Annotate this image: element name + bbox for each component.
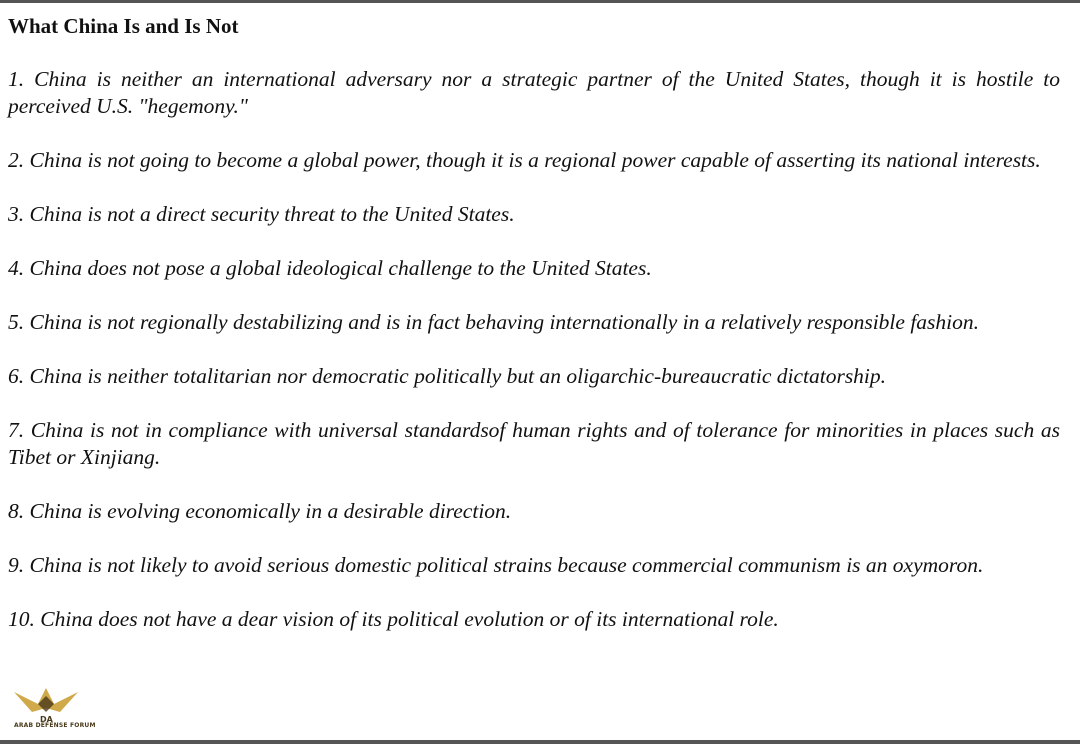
statement-item-1: 1. China is neither an international adversary nor a strategic partner of the United States, though it is hostile to perceived U.S. "hegemony." bbox=[8, 67, 1060, 118]
statement-item-8: 8. China is evolving economically in a desirable direction. bbox=[8, 499, 512, 523]
statement-item-9: 9. China is not likely to avoid serious domestic political strains because commercial communism is an oxymoron. bbox=[8, 553, 984, 577]
statement-item-5: 5. China is not regionally destabilizing and is in fact behaving internationally in a relatively responsible fashion. bbox=[8, 310, 980, 334]
statement-item-10: 10. China does not have a dear vision of its political evolution or of its international role. bbox=[8, 607, 779, 631]
document-page bbox=[8, 12, 1060, 660]
statement-item-4: 4. China does not pose a global ideological challenge to the United States. bbox=[8, 256, 652, 280]
statement-item-3: 3. China is not a direct security threat to the United States. bbox=[8, 202, 515, 226]
top-border bbox=[0, 0, 1080, 3]
svg-text:DA: DA bbox=[40, 715, 53, 724]
eagle-logo-icon bbox=[8, 682, 98, 724]
statement-item-2: 2. China is not going to become a global power, though it is a regional power capable of asserting its national interests. bbox=[8, 148, 1041, 172]
document-title: What China Is and Is Not bbox=[8, 14, 239, 38]
watermark-text: ARAB DEFENSE FORUM bbox=[14, 722, 96, 729]
statement-item-6: 6. China is neither totalitarian nor democratic politically but an oligarchic-bureaucratic dictatorship. bbox=[8, 364, 887, 388]
forum-watermark bbox=[8, 682, 98, 738]
statement-list bbox=[8, 66, 1060, 633]
bottom-border bbox=[0, 740, 1080, 744]
statement-item-7: 7. China is not in compliance with universal standardsof human rights and of tolerance for minorities in places such as Tibet or Xinjiang. bbox=[8, 418, 1060, 469]
